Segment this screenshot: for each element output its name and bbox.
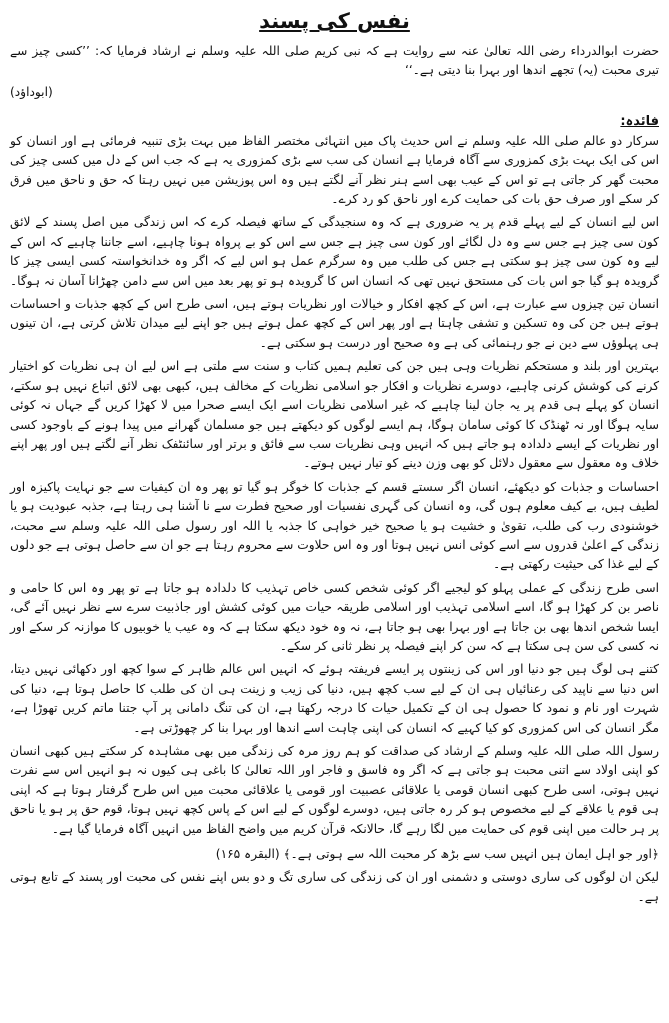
hadith-reference: (ابوداؤد) (10, 84, 53, 99)
quran-verse: ﴿اور جو اہل ایمان ہیں انہیں سب سے بڑھ کر محبت اللہ سے ہوتی ہے۔﴾ (البقرہ ۱۶۵) (215, 847, 659, 862)
paragraph: احساسات و جذبات کو دیکھئے، انسان اگر سستے قسم کے جذبات کا خوگر ہو گیا تو پھر وہ ان کیفیات سے جو نہایت پاکیزہ اور لطیف ہیں، بے کیف معلوم ہوں گی، وہ انسان کی گہری نفسیات اور صحیح فطرت سے نا آشنا ہی رہتا ہے، جذبہ عبودیت ہو یا خوشنودی رب کی طلب، تقویٰ و خشیت ہو یا صحیح خیر خواہی کا جذبہ یا اللہ اور رسول صلی اللہ علیہ وسلم سے محبت، زندگی کے اعلیٰ قدروں سے اسے کوئی انس نہیں ہوتا اور وہ اس حلاوت سے محروم رہتا ہے جو ان سے حاصل ہوتی ہے جو دلوں کے لیے غذا کی حیثیت رکھتی ہے۔ (10, 479, 659, 572)
page-title: نفس کی پسند (259, 9, 410, 33)
section-heading: فائدہ: (620, 113, 659, 129)
paragraph: اس لیے انسان کے لیے پہلے قدم پر یہ ضروری ہے کہ وہ سنجیدگی کے ساتھ فیصلہ کرے کہ اس زندگی میں اصل پسند کے لائق کون سی چیز ہے جس سے وہ دل لگائے اور کون سی چیز ہے جس سے اس کو بے پرواہ ہونا چاہیے، اسے جاننا چاہیے کہ اس کے لیے وہ کون سی چیز ہو سکتی ہے جس کی طلب میں وہ سرگرم عمل ہو اس لیے کہ اگر وہ خدانخواستہ کسی ایسی چیز کا گرویدہ ہو گیا جو اس بات کی مستحق نہیں تھی کہ انسان اس کا گرویدہ ہو تو پھر بعد میں اس سے دامن چھڑانا آسان نہ ہوگا۔ (10, 215, 659, 288)
paragraph: کتنے ہی لوگ ہیں جو دنیا اور اس کی زینتوں پر ایسے فریفتہ ہوئے کہ انہیں اس عالم ظاہر کے سوا کچھ اور دکھائی نہیں دیتا، اس دنیا سے ناپید کی رعنائیاں ہی ان کے لیے سب کچھ ہیں، دنیا کی زیب و زینت ہی ان کی طلب کا حاصل ہوتا ہے، دنیا کی شہرت اور نام و نمود کا حصول ہی ان کے تکمیل حیات کا درجہ رکھتا ہے، ان کی تنگ دامانی پر آپ جتنا ماتم کریں تھوڑا ہے، مگر انسان کی اس کمزوری کو کیا کہیے کہ انسان کی اپنی چاہت اسے اندھا اور بہرا بنا کر چھوڑتی ہے۔ (10, 662, 659, 735)
paragraph: سرکار دو عالم صلی اللہ علیہ وسلم نے اس حدیث پاک میں انتہائی مختصر الفاظ میں بہت بڑی تنبیہ فرمائی ہے اور انسان کو اس کی ایک بہت بڑی کمزوری سے آگاہ فرمایا ہے انسان کی سب سے بڑی کمزوری یہ ہے کہ جب اس کے دل میں کسی چیز کی محبت گھر کر جاتی ہے تو اس کے عیب بھی اسے ہنر نظر آنے لگتے ہیں وہ اس پوزیشن میں نہیں رہتا کہ حق و ناحق میں فرق کر سکے اور صرف حق بات کی حمایت کرے اور ناحق کو رد کرے۔ (10, 133, 659, 207)
paragraph: انسان تین چیزوں سے عبارت ہے، اس کے کچھ افکار و خیالات اور نظریات ہوتے ہیں، اسی طرح اس کے کچھ جذبات و احساسات ہوتے ہیں جن کی وہ تسکین و تشفی چاہتا ہے اور پھر اس کے کچھ عمل ہوتے ہیں جو اپنے لیے میدان تلاش کرتی ہے، ان تینوں ہی پہلوؤں سے دین نے جو رہنمائی کی ہے وہ صحیح اور درست ہو سکتی ہے۔ (10, 297, 659, 350)
paragraph: رسول اللہ صلی اللہ علیہ وسلم کے ارشاد کی صداقت کو ہم روز مرہ کی زندگی میں بھی مشاہدہ کر سکتے ہیں کبھی انسان کو اپنی اولاد سے اتنی محبت ہو جاتی ہے کہ اگر وہ فاسق و فاجر اور اللہ تعالیٰ کا باغی ہی کیوں نہ ہو انہیں اس سے نفرت نہیں ہوتی، اسی طرح کبھی انسان قومی یا علاقائی عصبیت اور قومی یا علاقائی محبت میں اس طرح گرفتار ہوتا ہے کہ اپنی ہی قوم یا علاقے کے لیے مخصوص ہو کر رہ جاتی ہیں، دوسرے لوگوں کے لیے اس کے پاس کچھ نہیں ہوتا، قوم حق پر ہو یا ناحق پر ہر حالت میں اپنی قوم کی حمایت میں لگا رہے گا، حالانکہ قرآن کریم میں واضح الفاظ میں انہیں آگاہ فرمایا گیا ہے۔ (10, 744, 659, 836)
paragraph: اسی طرح زندگی کے عملی پہلو کو لیجیے اگر کوئی شخص کسی خاص تہذیب کا دلدادہ ہو جاتا ہے تو پھر وہ اس کا حامی و ناصر بن کر کھڑا ہو گا، اسے اسلامی تہذیب اور اسلامی طریقہ حیات میں کوئی کشش اور جاذبیت سرے سے نظر نہیں آئے گی، ایسا شخص اندھا بھی بن جاتا ہے اور بہرا بھی ہو جاتا ہے، نہ وہ خود دیکھ سکتا ہے کہ وہ عیب یا خوبیوں کا موازنہ کر سکے اور نہ کسی کی سن ہی سکتا ہے کہ سن کر اپنے فیصلہ پر نظر ثانی کر سکے۔ (10, 580, 659, 653)
paragraph: بہترین اور بلند و مستحکم نظریات وہی ہیں جن کی تعلیم ہمیں کتاب و سنت سے ملتی ہے اس لیے ان ہی نظریات کو اختیار کرنے کی کوشش کرنی چاہیے، دوسرے نظریات و افکار جو اسلامی نظریات کے مخالف ہیں، کبھی بھی لائق اتباع نہیں ہو سکتے، انسان کو پہلے ہی قدم پر یہ جان لینا چاہیے کہ غیر اسلامی نظریات اسے ایک ایسے صحرا میں لا کھڑا کریں گے جہاں نہ کوئی سایہ ہوگا اور نہ ٹھنڈک کا کوئی سامان ہوگا، ہم ایسے لوگوں کو دیکھتے ہیں جو مسلمان گھرانے میں پیدا ہونے کے باوجود کسی اور نظریات کے ایسے دلدادہ ہو جاتے ہیں کہ انہیں وہی نظریات سب سے فائق و برتر اور سائنٹفک نظر آنے لگتے ہیں اور پھر اپنے خلاف وہ معقول سے معقول دلائل کو بھی وزن دینے کو تیار نہیں ہوتے۔ (10, 359, 659, 471)
hadith-text: حضرت ابوالدرداء رضی اللہ تعالیٰ عنہ سے روایت ہے کہ نبی کریم صلی اللہ علیہ وسلم نے ارشاد فرمایا کہ: ’’کسی چیز سے تیری محبت (یہ) تجھے اندھا اور بہرا بنا دیتی ہے۔‘‘ (10, 44, 659, 78)
paragraph: لیکن ان لوگوں کی ساری دوستی و دشمنی اور ان کی زندگی کی ساری تگ و دو بس اپنے نفس کی محبت اور پسند کے تابع ہوتی ہے۔ (10, 870, 659, 904)
